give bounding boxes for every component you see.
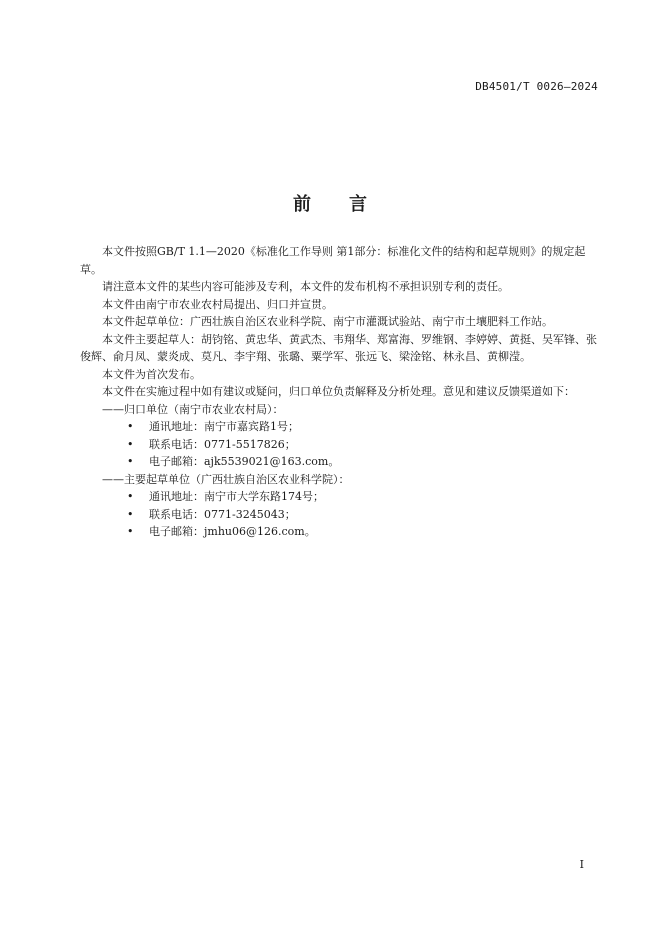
- document-body: [80, 243, 602, 541]
- bullet-icon: •: [127, 490, 134, 503]
- paragraph-proposer: 本文件由南宁市农业农村局提出、归口并宣贯。: [102, 297, 333, 311]
- paragraph-feedback: 本文件在实施过程中如有建议或疑问，归口单位负责解释及分析处理。意见和建议反馈渠道如下：: [102, 385, 575, 398]
- bullet-icon: •: [127, 455, 134, 468]
- contact-address: 通讯地址：南宁市嘉宾路1号；: [149, 420, 299, 433]
- page-number: I: [579, 858, 584, 871]
- contact-block-centralizing-unit: [80, 401, 602, 471]
- paragraph-first-release: 本文件为首次发布。: [102, 367, 201, 381]
- bullet-icon: •: [127, 507, 134, 521]
- page-title: [0, 190, 662, 216]
- paragraph-patent-notice: 请注意本文件的某些内容可能涉及专利，本文件的发布机构不承担识别专利的责任。: [102, 280, 509, 293]
- paragraph-drafting-rules: 本文件按照GB/T 1.1—2020《标准化工作导则 第1部分：标准化文件的结构和起草规则》的规定起草。: [80, 245, 586, 276]
- contact-email: 电子邮箱：jmhu06@126.com。: [149, 525, 316, 538]
- contact-heading: ——主要起草单位（广西壮族自治区农业科学院）：: [102, 472, 350, 486]
- title-part-1: 前: [293, 194, 313, 215]
- paragraph-drafters: 本文件主要起草人：胡钧铭、黄忠华、黄武杰、韦翔华、郑富海、罗维钢、李婷婷、黄挺、吴军锋、张俊辉、俞月凤、蒙炎成、莫凡、李宇翔、张璐、粟学军、张远飞、梁淦铭、林永昌、黄柳滢。: [80, 332, 597, 363]
- list-item: [80, 436, 602, 454]
- list-item: [80, 418, 602, 436]
- contact-address: 通讯地址：南宁市大学东路174号；: [149, 490, 324, 503]
- contact-block-main-drafting-unit: [80, 471, 602, 541]
- list-item: [80, 488, 602, 506]
- bullet-icon: •: [127, 525, 134, 538]
- bullet-icon: •: [127, 420, 134, 433]
- list-item: [80, 506, 602, 524]
- title-part-2: 言: [349, 194, 369, 215]
- paragraph-drafting-units: 本文件起草单位：广西壮族自治区农业科学院、南宁市灌溉试验站、南宁市土壤肥料工作站。: [102, 315, 553, 328]
- bullet-icon: •: [127, 437, 134, 451]
- contact-phone: 联系电话：0771-3245043；: [149, 507, 296, 521]
- list-item: [80, 523, 602, 541]
- contact-heading: ——归口单位（南宁市农业农村局）：: [102, 402, 284, 416]
- contact-email: 电子邮箱：ajk5539021@163.com。: [149, 455, 340, 468]
- list-item: [80, 453, 602, 471]
- document-code: DB4501/T 0026—2024: [475, 80, 598, 93]
- contact-phone: 联系电话：0771-5517826；: [149, 437, 296, 451]
